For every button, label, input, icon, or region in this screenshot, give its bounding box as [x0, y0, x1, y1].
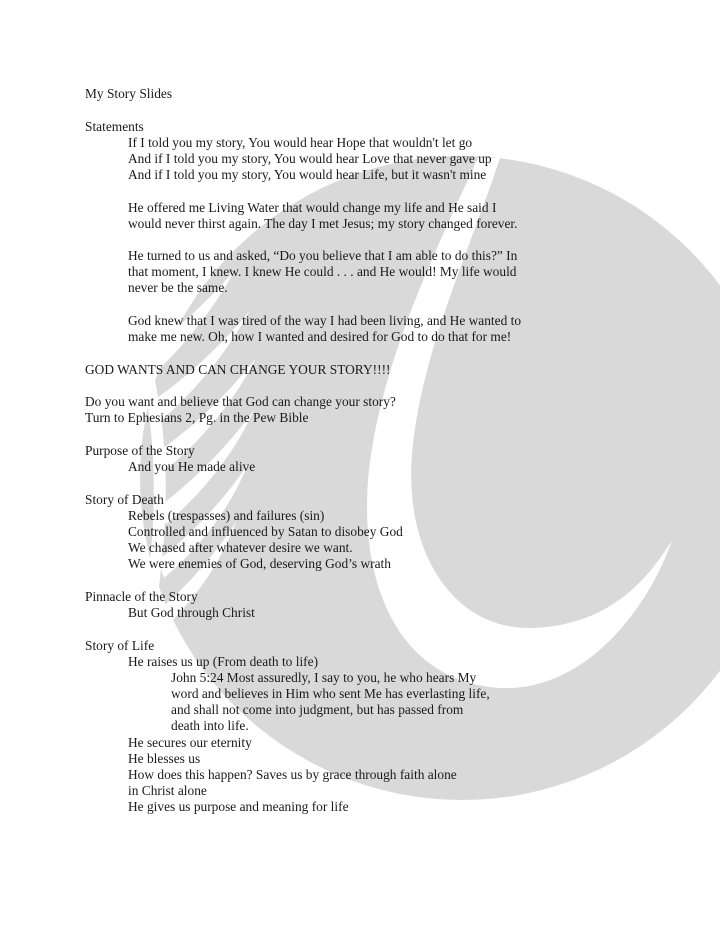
- john-verse-line: and shall not come into judgment, but has passed from: [171, 702, 464, 717]
- death-heading: Story of Death: [85, 492, 164, 507]
- statement-line: never be the same.: [128, 280, 228, 295]
- john-verse-line: John 5:24 Most assuredly, I say to you, he who hears My: [171, 670, 477, 685]
- statement-line: And if I told you my story, You would hear Love that never gave up: [128, 151, 492, 166]
- statement-line: If I told you my story, You would hear Hope that wouldn't let go: [128, 135, 473, 150]
- purpose-item: And you He made alive: [128, 459, 256, 474]
- life-item: in Christ alone: [128, 783, 207, 798]
- john-verse-line: death into life.: [171, 718, 249, 733]
- callout-text: GOD WANTS AND CAN CHANGE YOUR STORY!!!!: [85, 362, 391, 377]
- statement-line: that moment, I knew. I knew He could . . . and He would! My life would: [128, 264, 517, 279]
- life-item: He blesses us: [128, 751, 201, 766]
- purpose-heading: Purpose of the Story: [85, 443, 195, 458]
- statement-line: And if I told you my story, You would hear Life, but it wasn't mine: [128, 167, 487, 182]
- john-verse-line: word and believes in Him who sent Me has everlasting life,: [171, 686, 490, 701]
- document-title: My Story Slides: [85, 86, 173, 101]
- death-item: Rebels (trespasses) and failures (sin): [128, 508, 325, 523]
- death-item: Controlled and influenced by Satan to disobey God: [128, 524, 403, 539]
- statement-line: He turned to us and asked, “Do you believe that I am able to do this?” In: [128, 248, 518, 263]
- life-item: He secures our eternity: [128, 735, 252, 750]
- life-item: How does this happen? Saves us by grace through faith alone: [128, 767, 457, 782]
- death-item: We chased after whatever desire we want.: [128, 540, 353, 555]
- scripture-reference: Turn to Ephesians 2, Pg. in the Pew Bible: [85, 410, 309, 425]
- life-item: He raises us up (From death to life): [128, 654, 319, 669]
- life-heading: Story of Life: [85, 638, 155, 653]
- pinnacle-item: But God through Christ: [128, 605, 255, 620]
- death-item: We were enemies of God, deserving God’s wrath: [128, 556, 391, 571]
- statements-heading: Statements: [85, 119, 144, 134]
- statement-line: God knew that I was tired of the way I had been living, and He wanted to: [128, 313, 522, 328]
- question-text: Do you want and believe that God can change your story?: [85, 394, 396, 409]
- pinnacle-heading: Pinnacle of the Story: [85, 589, 198, 604]
- life-item: He gives us purpose and meaning for life: [128, 799, 349, 814]
- statement-line: make me new. Oh, how I wanted and desired for God to do that for me!: [128, 329, 512, 344]
- statement-line: He offered me Living Water that would change my life and He said I: [128, 200, 497, 215]
- statement-line: would never thirst again. The day I met Jesus; my story changed forever.: [128, 216, 518, 231]
